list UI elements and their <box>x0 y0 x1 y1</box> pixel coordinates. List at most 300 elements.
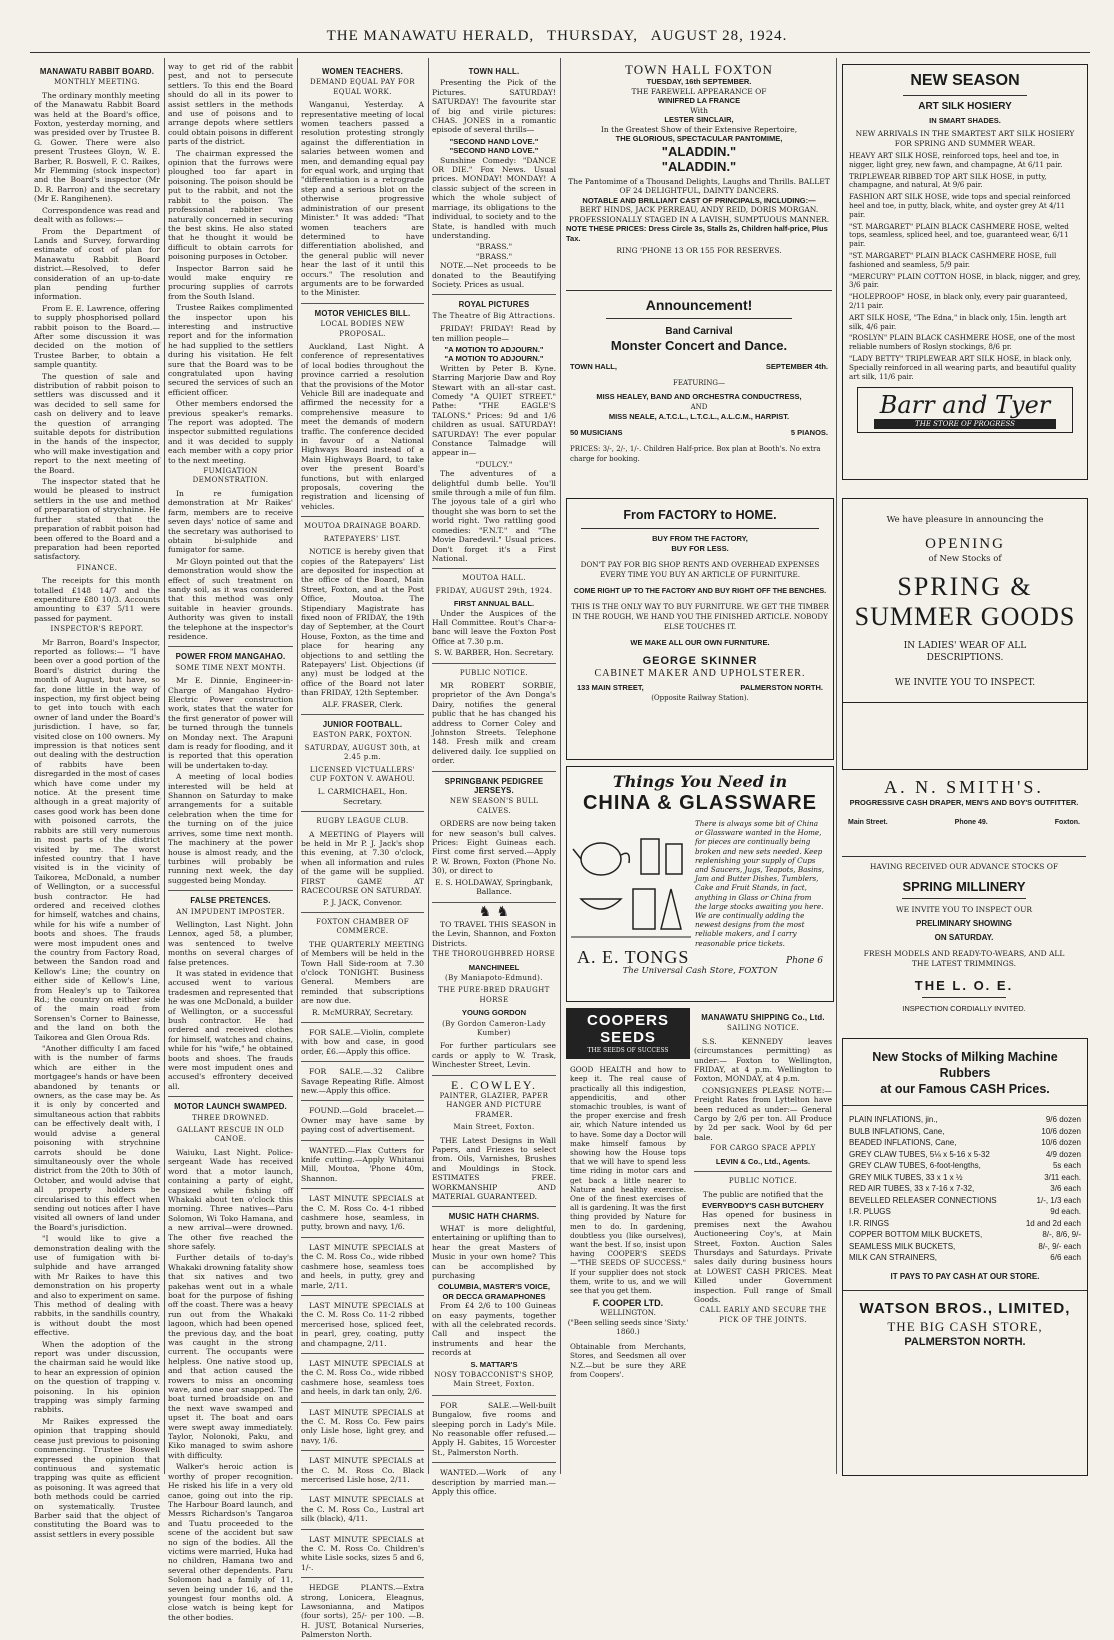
ad-body <box>567 815 833 952</box>
divider <box>432 1206 556 1207</box>
divider <box>301 1295 424 1296</box>
item-price: 4/9 dozen <box>1045 1149 1081 1159</box>
ad-business-row <box>567 946 833 967</box>
article-paragraph: Correspondence was read and dealt with as follows:— <box>34 205 160 225</box>
ad-business-name: A. E. TONGS <box>577 946 690 967</box>
notice-text: WHAT is more delightful, entertaining or uplifting than to hear the great Masters of Music in your own home? This can be accomplished by purchasing <box>432 1223 556 1280</box>
hosiery-item: "ST. MARGARET" PLAIN BLACK CASHMERE HOSE, full fashioned and seamless, 5/9 pair. <box>849 250 1057 269</box>
notice-signature: P. J. JACK, Convenor. <box>322 897 403 907</box>
ad-line: BUY FOR LESS. <box>671 544 729 553</box>
divider <box>843 702 1087 703</box>
divider <box>301 1529 424 1530</box>
ad-line: PROFESSIONALLY STAGED IN A LAVISH, SUMPTUOUS MANNER. <box>568 214 830 224</box>
ad-address: Main Street. <box>848 819 888 826</box>
notice-text: Presenting the Pick of the Pictures. SATURDAY! SATURDAY! The favourite star of big and virile pictures: CHAS. JONES in a romantic episode of several thrills— <box>432 78 556 135</box>
divider <box>301 1061 424 1062</box>
ad-line: WINIFRED LA FRANCE <box>657 96 741 105</box>
divider <box>301 516 424 517</box>
ad-smiths-opening <box>842 498 1088 770</box>
ad-george-skinner <box>566 498 834 760</box>
article-paragraph: way to get rid of the rabbit pest, and not to persecute settlers. To this end the Board should do all in its power to assist settlers in the methods and use of poisons and to arrange depots where settlers could obtain poisons in different parts of the district. <box>168 62 293 147</box>
divider <box>168 646 293 647</box>
price-row <box>843 1218 1087 1230</box>
hosiery-list <box>843 152 1087 381</box>
ad-line: TUESDAY, 16th SEPTEMBER. <box>646 77 752 86</box>
item-name: GREY MILK TUBES, 33 x 1 x ½ <box>849 1172 963 1182</box>
classified-ad: LAST MINUTE SPECIALS at the C. M. Ross Co. Children's white Lisle socks, sizes 5 and 6, 1/-. <box>301 1534 424 1572</box>
classified-ad: LAST MINUTE SPECIALS at the C. M. Ross Co. Few pairs only Lisle hose, light grey, and navy, 1/6. <box>301 1407 424 1445</box>
notice-subheading: RATEPAYERS' LIST. <box>323 534 402 543</box>
ad-line: ON SATURDAY. <box>934 933 994 942</box>
classified-ad: LAST MINUTE SPECIALS at the C. M. Ross Co. Black mercerised Lisle hose, 2/11. <box>301 1456 424 1484</box>
article-paragraph: "I would like to give a demonstration dealing with the use of fumigation with bi-sulphide and have arranged with Mr Raikes to have this demonstration on his property and also to experiment on same. This method of dealing with rabbits, in the sandhills country, is without doubt the most effective. <box>34 1234 160 1338</box>
hosiery-item: "LADY BETTY" TRIPLEWEAR ART SILK HOSE, in black only, Specially reinforced in all wearing parts, and beautiful quality art silk, 11/6 pair. <box>849 353 1077 381</box>
hosiery-item: "HOLEPROOF" HOSE, in black only, every pair guaranteed, 2/11 pair. <box>849 292 1068 310</box>
ad-address-row <box>848 818 1080 828</box>
article-subheading: GALLANT RESCUE IN OLD CANOE. <box>176 1126 285 1144</box>
notice-text: The adventures of a delightful dumb belle. You'll smile through a mile of fun film. The joyous tale of a girl who thought she was born to set the world right. Two rattling good comedies: "F.N.T." and "The Movie Daredevil." Usual prices. Don't forget it's a First National. <box>432 469 556 563</box>
article-heading: MOTOR LAUNCH SWAMPED. <box>174 1102 287 1112</box>
classified-ad: LAST MINUTE SPECIALS at the C. M. Ross Co. 11-2 ribbed mercerised hose, spliced feet, in pearl, grey, coating, putty and champagne, 2/11. <box>301 1300 424 1348</box>
divider <box>301 1489 424 1490</box>
ad-line: LESTER SINCLAIR, <box>664 115 734 124</box>
notice-subheading: CALL EARLY AND SECURE THE PICK OF THE JOINTS. <box>699 1306 827 1324</box>
ad-heading: Things You Need in <box>612 772 788 791</box>
column-divider <box>428 58 429 1474</box>
ad-musicians-row <box>570 428 828 438</box>
column-news <box>168 62 293 1622</box>
ad-heading: Announcement! <box>645 297 753 313</box>
ad-title: Monster Concert and Dance. <box>610 338 788 353</box>
article-heading: MOTOR VEHICLES BILL. <box>314 308 411 318</box>
notice-subheading: FIRST ANNUAL BALL. <box>453 599 535 609</box>
masthead-date: AUGUST 28, 1924. <box>650 28 788 44</box>
ad-logo-text: SEEDS <box>600 1029 656 1046</box>
ad-line: DON'T PAY FOR BIG SHOP RENTS AND OVERHEAD EXPENSES EVERY TIME YOU BUY AN ARTICLE OF FURNITURE. <box>580 560 820 579</box>
divider <box>606 318 792 319</box>
article-paragraph: It was stated in evidence that accused went to various tradesmen and represented that he was one McDonald, a builder of Wellington, or a successful bush contractor. He had ordered and received clothes for himself, watches and chains, while for his "wife," he obtained boots and shoes. The frauds were most impudent ones and accused's effrontery deceived all. <box>168 968 293 1091</box>
divider <box>432 771 556 772</box>
notice-signature: L. CARMICHAEL, Hon. Secretary. <box>317 787 408 806</box>
divider <box>301 1237 424 1238</box>
article-paragraph: Mr E. Dinnie, Engineer-in-Charge of Mangahao Hydro-Electric Power construction work, states that the water for the first generator of power will be turned through the tunnels on Monday next. The Arapuni dam is ready for flooding, and it is reported that this operation will be undertaken to-day. <box>168 676 293 770</box>
classified-ad: LAST MINUTE SPECIALS at the C. M. Ross Co., Lustral art silk (black), 4/11. <box>301 1495 424 1524</box>
business-name: S. MATTAR'S <box>470 1359 518 1369</box>
ad-coopers-seeds <box>566 1008 690 1474</box>
notice-text: NOTICE is hereby given that copies of the Ratepayers' List are deposited for inspection at the office of the Board, Main Street, Foxton, and at the Post Office, Moutoa. The Stipendiary Magistrate has fixed noon of FRIDAY, the 19th day of September, at the Court House, Foxton, as the time and place for hearing any objections to and settling the Ratepayers' List. Objections (if any) must be lodged at the office of the Board not later than FRIDAY, 12th September. <box>301 547 424 698</box>
price-row <box>843 1195 1087 1207</box>
horse-name: YOUNG GORDON <box>461 1008 527 1018</box>
ad-line: WE MAKE ALL OUR OWN FURNITURE. <box>630 638 770 647</box>
notice-subheading: EASTON PARK, FOXTON. <box>312 731 413 740</box>
article-paragraph: Further details of to-day's Whakaki drowning fatality show that six natives and two pakehas went out in a whale boat for the purpose of fishing off the coast. There was a heavy run out from the Whakaki lagoon, which had been opened the previous day, and the boat was caught in the strong current. The occupants were helpless. One native stood up, and that action caused the rowers to miss an oncoming wave, and one oar snapped. The boat turned broadside on and the next wave swamped and upset it. The boat and oars were swept away immediately. Taylor, Nolonoki, Paku, and Kiko managed to swim ashore with difficulty. <box>168 1253 293 1460</box>
divider <box>432 568 556 569</box>
ad-line: NOTE THESE PRICES: Dress Circle 3s, Stalls 2s, Children half-price, Plus Tax. <box>566 224 828 243</box>
price-row <box>843 1252 1087 1264</box>
ad-date: SEPTEMBER 4th. <box>765 362 828 371</box>
price-row <box>843 1206 1087 1218</box>
notice-text: THE QUARTERLY MEETING of Members will be held in the Town Hall Side-room at 7.30 o'clock TONIGHT. Business General. Members are reminded that subscriptions are now due. <box>301 939 424 1006</box>
ad-line: AND <box>690 403 708 411</box>
ad-line: ("Been selling seeds since 'Sixty.' 1860.) <box>567 1317 689 1336</box>
article-subheading: THREE DROWNED. <box>192 1113 269 1122</box>
masthead <box>0 28 1114 45</box>
article-paragraph: In re fumigation demonstration at Mr Raikes' farm, members are to receive seven days' notice of same and the secretary was authorised to obtain bi-sulphide and fumigator for same. <box>168 488 293 555</box>
ad-line: THE BIG CASH STORE, <box>887 1318 1043 1334</box>
ad-business-name: THE L. O. E. <box>914 978 1014 993</box>
film-title: "A MOTION TO ADJOURN." <box>444 344 544 354</box>
ad-logo-tagline: THE SEEDS OF SUCCESS <box>587 1047 669 1054</box>
business-name: E. COWLEY. <box>450 1077 538 1092</box>
notice-signature: E. S. HOLDAWAY, Springbank, Ballance. <box>435 877 553 897</box>
column-divider <box>164 58 165 1474</box>
ad-line: WE INVITE YOU TO INSPECT OUR <box>895 905 1033 914</box>
ad-line: (Opposite Railway Station). <box>651 694 749 702</box>
masthead-paper: THE MANAWATU HERALD, <box>326 28 535 44</box>
article-paragraph: The ordinary monthly meeting of the Manawatu Rabbit Board was held at the Board's office, Foxton, yesterday morning, and was presided over by Trustee B. G. Gower. There were also present Trustees Gloyn, W. E. Barber, R. Boswell, F. C. Raikes, Mr Flemming (stock inspector) and the Board's inspector (Mr D. R. Barron) and the secretary (Mr E. Rangihenen). <box>34 90 160 204</box>
ad-heading: SPRING MILLINERY <box>902 879 1026 894</box>
price-list <box>843 1114 1087 1264</box>
ad-line: HAVING RECEIVED OUR ADVANCE STOCKS OF <box>869 862 1059 871</box>
ad-musicians: 50 MUSICIANS <box>570 428 623 437</box>
ad-venue-row <box>570 362 828 372</box>
item-price: 8/-, 9/- each <box>1038 1241 1081 1251</box>
notice-text: ORDERS are now being taken for new season's bull calves. Prices: Eight Guineas each. First come first served.—Apply P. W. Brown, Foxton (Phone No. 30), or direct to <box>432 819 556 876</box>
classified-ad: FOUND.—Gold bracelet.—Owner may have same by paying cost of advertisement. <box>301 1106 424 1135</box>
item-price: 10/6 dozen <box>1041 1138 1081 1147</box>
item-price: 3/11 each. <box>1044 1172 1081 1182</box>
hosiery-item: ART SILK HOSE, "The Edna," in black only, 15in. length art silk, 4/6 pair. <box>849 312 1067 331</box>
divider <box>432 1395 556 1396</box>
divider <box>432 902 556 903</box>
item-price: 6/6 each <box>1050 1253 1081 1262</box>
divider <box>842 856 1086 857</box>
item-name: I.R. RINGS <box>849 1218 890 1228</box>
notice-heading: JUNIOR FOOTBALL. <box>322 720 403 729</box>
ad-smiths-draper <box>842 776 1086 852</box>
notice-heading: MUSIC HATH CHARMS. <box>448 1212 540 1222</box>
film-title: "BRASS." <box>475 242 513 252</box>
notice-subheading: NOSY TOBACCONIST'S SHOP, Main Street, Foxton. <box>434 1370 554 1389</box>
ad-line: Obtainable from Merchants, Stores, and Seedsmen all over N.Z.—but be sure they ARE from Coopers'. <box>570 1342 686 1379</box>
article-paragraph: Trustee Raikes complimented the inspector upon his interesting and instructive report and for the information he had supplied to the settlers during his visitation. He felt sure that the Board was to be congratulated upon having secured the services of such an efficient officer. <box>168 303 293 397</box>
ad-logo-text: Barr and Tyer <box>879 391 1051 420</box>
ad-line: PALMERSTON NORTH. <box>904 1335 1026 1348</box>
item-price: 1/-, 1/3 each <box>1036 1195 1081 1205</box>
ad-address: 133 MAIN STREET, <box>577 683 644 692</box>
notice-subheading: NEW SEASON'S BULL CALVES. <box>449 797 539 815</box>
notice-text: MR ROBERT SORBIE, proprietor of the Avn Donga's Dairy, notifies the general public that he has changed his address to Corner Coley and Johnston Streets. Telephone 148. Fresh milk and cream delivered daily. Ice supplied on order. <box>432 680 556 766</box>
article-paragraph: The chairman expressed the opinion that the furrows were ploughed too far apart in poisoning. The poison should be put to the rabbit, and not the rabbit to the poison. The professional rabbiter was naturally concerned in securing the best skins. He also stated that he thought it would be difficult to obtain carrots for poisoning purposes in October. <box>168 148 293 262</box>
price-row <box>843 1183 1087 1195</box>
notice-heading: MOUTOA DRAINAGE BOARD. <box>303 522 422 531</box>
divider <box>301 714 424 715</box>
ad-line: FEATURING— <box>673 379 725 387</box>
ad-line: PROGRESSIVE CASH DRAPER, MEN'S AND BOY'S OUTFITTER. <box>849 798 1079 807</box>
barr-tyer-logo <box>857 387 1073 433</box>
notice-subheading: THE THOROUGHBRED HORSE <box>432 950 556 959</box>
divider <box>301 1022 424 1023</box>
ad-title: CHINA & GLASSWARE <box>582 792 818 814</box>
divider <box>432 1462 556 1463</box>
divider <box>903 95 1027 96</box>
divider <box>301 1353 424 1354</box>
notice-subheading: (By Gordon Cameron-Lady Kumber) <box>442 1019 546 1037</box>
notice-text: Sunshine Comedy: "DANCE OR DIE." Fox News. Usual prices. MONDAY! MONDAY! A classic subject of the screen in which the whole subject of marriage, its obligations to the individual, to society and to the State, is handled with much understanding. <box>432 155 556 240</box>
ad-band-carnival <box>566 296 832 492</box>
notice-heading: PUBLIC NOTICE. <box>728 1177 798 1186</box>
divider <box>301 912 424 913</box>
ad-line: IT PAYS TO PAY CASH AT OUR STORE. <box>890 1271 1040 1281</box>
ad-line: FRESH MODELS AND READY-TO-WEARS, AND ALL THE LATEST TRIMMINGS. <box>863 949 1065 968</box>
ad-milking-machine-rubbers <box>842 1038 1088 1476</box>
ad-line: In the Greatest Show of their Extensive Repertoire, <box>600 124 798 134</box>
notice-business-name: EVERYBODY'S CASH BUTCHERY <box>702 1200 824 1210</box>
column-divider <box>560 58 561 1474</box>
film-title: "SECOND HAND LOVE." <box>449 146 539 156</box>
ad-heading: OPENING <box>925 536 1005 552</box>
price-row <box>843 1137 1087 1149</box>
article-paragraph: From E. E. Lawrence, offering to supply phosphorised pollard rabbit poison to the Board.—After some discussion it was decided on the motion of Trustee Barber, to obtain a sample quantity. <box>34 303 160 370</box>
notice-subheading: (By Maniapoto-Edmund). <box>445 973 543 982</box>
ad-title: "ALADDIN." <box>661 158 737 174</box>
ad-line: BERT HINDS, JACK PERREAU, ANDY REID, DORIS MORGAN. <box>579 205 819 214</box>
ad-heading: From FACTORY to HOME. <box>623 508 777 522</box>
article-paragraph: The question of sale and distribution of rabbit poison to settlers was discussed and it was decided to sell same for cash on delivery and to leave the question of arranging suitable depots for distribution in the hands of the inspector, who will make investigation and report to the next meeting of the Board. <box>34 371 160 475</box>
masthead-rule <box>30 52 1090 53</box>
notice-heading: ROYAL PICTURES <box>458 300 530 310</box>
ad-line: IN LADIES' WEAR OF ALL DESCRIPTIONS. <box>903 641 1027 663</box>
notice-signature: ALF. FRASER, Clerk. <box>322 699 403 709</box>
item-price: 9/6 dozen <box>1045 1115 1081 1124</box>
column-entertainment <box>432 62 556 1497</box>
notice-subheading: SAILING NOTICE. <box>727 1024 799 1033</box>
item-name: PLAIN INFLATIONS, jin., <box>849 1115 938 1124</box>
price-row <box>843 1241 1087 1253</box>
notice-signature: S. W. BARBER, Hon. Secretary. <box>434 648 554 658</box>
notice-subheading: The Theatre of Big Attractions. <box>432 311 556 320</box>
ad-line: Band Carnival <box>665 326 733 337</box>
item-name: COPPER BOTTOM MILK BUCKETS, <box>849 1230 983 1239</box>
notice-text: S.S. KENNEDY leaves (circumstances permitting) as under:— Foxton to Wellington, FRIDAY, at 4 p.m. Wellington to Foxton, MONDAY, at 4 p.m. <box>694 1036 832 1084</box>
notice-text: A MEETING of Players will be held in Mr P. J. Jack's shop this evening, at 7.30 o'clock, when all information and rules of the game will be supplied. FIRST GAME AT RACECOURSE ON SATURDAY. <box>301 829 424 896</box>
classified-ad: FOR SALE.—.32 Calibre Savage Repeating Rifle. Almost new.—Apply this office. <box>301 1067 424 1095</box>
section-heading: FUMIGATION DEMONSTRATION. <box>192 467 269 485</box>
horse-illustration: ♞ ♞ <box>478 903 510 920</box>
price-row <box>843 1172 1087 1184</box>
ad-title: SUMMER GOODS <box>854 602 1076 631</box>
masthead-day: THURSDAY, <box>546 28 639 44</box>
ad-logo-text: COOPERS <box>586 1012 669 1029</box>
ad-line: GOOD HEALTH and how to keep it. The real cause of practically all this indigestion, appendicitis, and other stomachic troubles, is want of the proper exercise and fresh air, which Nature intended us to have. Some day a Doctor will make himself famous by showing how the House tops that we will have to spend less time riding in motor cars and get back a little nearer to Nature and healthy exercise. One of the finest exercises of all is gardening. It was the first thing provided by Nature for men to do. In gardening, doubtless you (like ourselves), want the best. If so, insist upon having COOPER'S SEEDS—"THE SEEDS OF SUCCESS." If your supplier does not stock them, write to us, and we will see that you get them. <box>570 1065 686 1296</box>
ad-heading: Rubbers <box>939 1066 991 1080</box>
article-paragraph: Waiuku, Last Night. Police-sergeant Wade has received word that a motor launch, containing a party of eight, capsized while fishing off Whakaki about ten o'clock this morning. Three natives—Paru Solomon, Wi Toko Hamana, and a new arrival—were drowned. The other five reached the shore safely. <box>168 1147 293 1251</box>
notice-heading: MANAWATU SHIPPING Co., Ltd. <box>701 1013 825 1022</box>
divider <box>301 811 424 812</box>
classified-ad: LAST MINUTE SPECIALS at the C. M. Ross Co., wide ribbed cashmere hose, seamless toes and heels, in putty, grey and marle, 2/11. <box>301 1242 424 1290</box>
item-price: 9d each. <box>1050 1207 1081 1216</box>
article-subheading: SOME TIME NEXT MONTH. <box>175 663 286 672</box>
ad-title: SPRING & <box>897 572 1033 601</box>
ad-line: ART SILK HOSIERY <box>918 101 1012 112</box>
divider <box>694 1171 832 1172</box>
hosiery-item: "MERCURY" PLAIN COTTON HOSE, in black, nigger, and grey, 3/6 pair. <box>849 271 1081 290</box>
ad-line: MISS NEALE, A.T.C.L., L.T.C.L., A.L.C.M., HARPIST. <box>608 412 790 421</box>
notice-text: NOTE.—Net proceeds to be donated to the Beautifying Society. Prices as usual. <box>432 261 556 289</box>
hosiery-item: HEAVY ART SILK HOSE, reinforced tops, heel and toe, in nigger, light grey, new fawn, and champagne, At 6/11 pair. <box>849 151 1063 169</box>
column-shipping <box>694 1008 832 1474</box>
ad-line: The Pantomime of a Thousand Delights, Laughs and Thrills. BALLET OF 24 DELIGHTFUL, DAINTY DANCERS. <box>568 176 830 195</box>
notice-subheading: LICENSED VICTUALLERS' CUP FOXTON V. AWAHOU. <box>309 765 416 784</box>
ad-business-name: WATSON BROS., LIMITED, <box>859 1299 1071 1317</box>
article-paragraph: "Another difficulty I am faced with is the number of farms which are either in the mortgagee's hands or have been abandoned by tenants or owners, as the case may be. As it is only by concerted and simultaneous action that rabbits can be effectively dealt with, I would advise a general poisoning with strychnine carrots should be done simultaneously over the whole district from the 20th to 30th of October, and would advise that all property holders be circularised to this effect when sending out notices after I have visited all owners of land under the Board's jurisdiction. <box>34 1044 160 1232</box>
notice-subheading: Main Street, Foxton. <box>453 1123 535 1132</box>
item-price: 1d and 2d each <box>1025 1218 1081 1228</box>
section-heading: INSPECTOR'S REPORT. <box>50 625 144 634</box>
item-name: BEVELLED RELEASER CONNECTIONS <box>849 1195 997 1205</box>
divider <box>301 1100 424 1101</box>
item-name: GREY CLAW TUBES, 5⅛ x 5-16 x 5-32 <box>849 1149 990 1159</box>
price-row <box>843 1126 1087 1138</box>
notice-heading: TOWN HALL. <box>468 67 520 76</box>
ad-pianos: 5 PIANOS. <box>790 428 828 437</box>
divider <box>843 1105 1087 1106</box>
item-name: MILK CAN STRAINERS, <box>849 1253 938 1262</box>
divider <box>566 290 832 291</box>
item-name: I.R. PLUGS <box>849 1207 891 1216</box>
classified-ad: FOR SALE.—Violin, complete with bow and case, in good order, £6.—Apply this office. <box>301 1027 424 1056</box>
article-paragraph: Mr Raikes expressed the opinion that trapping should cease just previous to poisoning commencing. Trustee Boswell expressed the opinion that continuous and systematic trapping was quite as efficient as poisoning. It was agreed that both methods could be carried on systematically. Trustee Barber said that the object of constituting the Board was to assist settlers in every possible <box>34 1416 160 1539</box>
article-subheading: MONTHLY MEETING. <box>54 78 140 87</box>
ad-town-hall-pantomime <box>566 62 832 284</box>
notice-text: Under the Auspices of the Hall Committee. Rout's Char-a-banc will leave the Foxton Post Office at 7.30 p.m. <box>432 608 556 646</box>
teapot-glassware-illustration <box>571 819 691 944</box>
ad-logo-tagline: THE STORE OF PROGRESS <box>874 419 1056 429</box>
divider <box>301 1577 424 1578</box>
ad-heading: at our Famous CASH Prices. <box>880 1082 1050 1096</box>
ad-china-glassware <box>566 766 834 1002</box>
ad-line: NOTABLE AND BRILLIANT CAST OF PRINCIPALS, INCLUDING:— <box>582 195 816 205</box>
notice-heading: SPRINGBANK PEDIGREE JERSEYS. <box>444 776 544 796</box>
item-name: BULB INFLATIONS, Cane, <box>849 1126 945 1136</box>
classified-ad: FOR SALE.—Well-built Bungalow, five rooms and sleeping porch in Lady's Mile. No reasonable offer refused.—Apply H. Gabites, 15 Worcester St., Palmerston North. <box>432 1400 556 1457</box>
article-subheading: DEMAND EQUAL PAY FOR EQUAL WORK. <box>310 78 415 96</box>
notice-signature: R. McMURRAY, Secretary. <box>311 1007 414 1017</box>
ad-line: IN SMART SHADES. <box>929 116 1001 125</box>
ad-line: The Universal Cash Store, FOXTON <box>622 965 778 976</box>
item-name: BEADED INFLATIONS, Cane, <box>849 1138 957 1147</box>
item-price: 3/6 each <box>1050 1184 1081 1193</box>
price-row <box>843 1114 1087 1126</box>
film-title: "SECOND HAND LOVE." <box>449 136 539 146</box>
article-paragraph: Wellington, Last Night. John Lennox, aged 58, a plumber, was sentenced to twelve months on several charges of false pretences. <box>168 919 293 967</box>
article-heading: FALSE PRETENCES. <box>190 896 271 906</box>
ad-address-row <box>577 683 823 693</box>
hosiery-item: "ROSLYN" PLAIN BLACK CASHMERE HOSE, one of the most reliable numbers of Roslyn stockings, 8/6 pr. <box>849 333 1075 352</box>
ad-city: Foxton. <box>1054 819 1080 826</box>
notice-heading: PUBLIC NOTICE. <box>459 668 529 677</box>
classified-ad: LAST MINUTE SPECIALS at the C. M. Ross Co., wide ribbed cashmere hose, seamless toes and heels, in dark tan only, 2/6. <box>301 1358 424 1397</box>
notice-text: CONSIGNEES PLEASE NOTE:— Freight Rates from Lyttelton have been reduced as under:— General Cargo by 2/6 per ton. All Produce by 2d per sack. Wool by 6d per bale. <box>694 1085 832 1142</box>
ad-heading: New Stocks of Milking Machine <box>872 1050 1058 1064</box>
divider <box>581 528 819 529</box>
article-paragraph: Inspector Barron said he would make enquiry re procuring supplies of carrots from the South Island. <box>168 263 293 301</box>
ad-line: MISS HEALEY, BAND AND ORCHESTRA CONDUCTRESS, <box>596 392 802 401</box>
ad-business-name: F. COOPER LTD. <box>592 1298 664 1309</box>
price-row <box>843 1149 1087 1161</box>
divider <box>301 1450 424 1451</box>
notice-text: FRIDAY! FRIDAY! Read by ten million people— <box>432 324 556 343</box>
article-heading: MANAWATU RABBIT BOARD. <box>39 67 155 76</box>
article-paragraph: Mr Gloyn pointed out that the demonstration would show the effect of such treatment on sandy soil, as it was considered that this method was only suitable in heavier grounds. Authority was given to install the telephone at the inspector's residence. <box>168 556 293 641</box>
notice-agent: LEVIN & Co., Ltd., Agents. <box>715 1156 811 1166</box>
notice-text: The public are notified that the <box>702 1189 824 1199</box>
ad-line: PRICES: 3/-, 2/-, 1/-. Children Half-price. Box plan at Booth's. No extra charge for booking. <box>570 445 821 463</box>
coopers-logo <box>566 1008 690 1059</box>
article-paragraph: Auckland, Last Night. A conference of representatives of local bodies throughout the province carried a resolution that the provisions of the Motor Vehicle Bill are inadequate and affirmed the necessity for a comprehensive measure to meet the demands of modern traffic. The conference decided in favour of a National Highways Board instead of a Main Highways Board, to take over the present Board's functions, but with enlarged proposals, covering the registration and licensing of vehicles. <box>301 341 424 511</box>
notice-subheading: COLUMBIA, MASTER'S VOICE, OR DECCA GRAMAPHONES <box>438 1282 550 1301</box>
ad-business-name: A. N. SMITH'S. <box>884 777 1044 797</box>
divider <box>432 663 556 664</box>
notice-subheading: THE PURE-BRED DRAUGHT HORSE <box>438 986 550 1004</box>
article-heading: POWER FROM MANGAHAO. <box>175 652 286 662</box>
ad-line: WE INVITE YOU TO INSPECT. <box>894 678 1036 688</box>
ad-line: With <box>690 105 708 115</box>
notice-text: Written by Peter B. Kyne. Starring Marjorie Daw and Roy Stewart with an all-star cast. Comedy "A QUIET STREET." Pathe: "THE EAGLE'S TALONS." Prices: 9d and 1/6 children as usual. SATURDAY! SATURDAY! The ever popular Constance Talmadge will appear in— <box>432 363 556 458</box>
article-heading: WOMEN TEACHERS. <box>322 67 403 76</box>
horse-name: MANCHINEEL <box>468 962 520 972</box>
article-paragraph: A meeting of local bodies interested will be held at Shannon on Saturday to make arrangements for a suitable celebration when the time for the turning on of the juice arrives, some time next month. The machinery at the power house is almost ready, and the turbines will probably be running next week, the day suggested being Monday. <box>168 772 293 885</box>
notice-heading: RUGBY LEAGUE CLUB. <box>316 817 409 826</box>
ad-venue: TOWN HALL, <box>570 362 617 371</box>
notice-subheading: SATURDAY, AUGUST 30th, at 2.45 p.m. <box>304 743 421 762</box>
ad-line: NEW ARRIVALS IN THE SMARTEST ART SILK HOSIERY FOR SPRING AND SUMMER WEAR. <box>855 129 1075 148</box>
notice-subheading: PAINTER, GLAZIER, PAPER HANGER AND PICTURE FRAMER. <box>439 1092 549 1119</box>
film-title: "A MOTION TO ADJOURN." <box>444 354 544 364</box>
ad-line: COME RIGHT UP TO THE FACTORY AND BUY RIGHT OFF THE BENCHES. <box>573 586 827 595</box>
item-price: 8/-, 8/6, 9/- <box>1042 1230 1081 1239</box>
divider <box>922 997 1006 998</box>
ad-heading: TOWN HALL FOXTON <box>625 62 773 77</box>
ad-line: CABINET MAKER AND UPHOLSTERER. <box>594 668 806 679</box>
divider <box>843 1290 1087 1291</box>
column-notices <box>301 62 424 1640</box>
ad-phone: Phone 49. <box>954 819 988 826</box>
classified-ad: HEDGE PLANTS.—Extra strong, Lonicera, Eleagnus, Lawsonianna, and Matipos (four sorts), 25/- per 100. —B. H. JUST, Botanical Nurseries, Palmerston North. <box>301 1583 424 1640</box>
article-subheading: AN IMPUDENT IMPOSTER. <box>176 907 285 916</box>
divider <box>902 898 1026 899</box>
classified-ad: WANTED.—Flax Cutters for knife cutting.—Apply Whitanui Mill, Moutoa, 'Phone 40m, Shannon. <box>301 1145 424 1183</box>
film-title: "DULCY." <box>475 459 513 469</box>
article-paragraph: When the adoption of the report was under discussion, the chairman said he would like to hear an expression of opinion on the question of trapping v. poisoning. In his opinion trapping was simply farming rabbits. <box>34 1339 160 1415</box>
ad-line: THE FAREWELL APPEARANCE OF <box>631 86 767 96</box>
hosiery-item: TRIPLEWEAR RIBBED TOP ART SILK HOSE, in putty, champagne, and natural, At 9/6 pair. <box>849 171 1047 190</box>
notice-text: THE Latest Designs in Wall Papers, and Friezes to select from. Oils, Varnishes, Brushes and Mouldings in Stock. ESTIMATES FREE. WORKMANSHIP AND MATERIAL GUARANTEED. <box>432 1135 556 1202</box>
section-heading: FINANCE. <box>76 563 118 572</box>
article-subheading: LOCAL BODIES NEW PROPOSAL. <box>320 320 405 338</box>
divider <box>168 1096 293 1097</box>
divider <box>301 1140 424 1141</box>
hosiery-item: FASHION ART SILK HOSE, wide tops and special reinforced heel and toe, in putty, black, white, and oyster grey At 4/11 pair. <box>849 192 1071 219</box>
ad-line: PRELIMINARY SHOWING <box>915 919 1012 928</box>
item-price: 10/6 dozen <box>1041 1126 1081 1136</box>
classified-ad: WANTED.—Work of any description by married man.—Apply this office. <box>432 1468 556 1497</box>
ad-title: "ALADDIN." <box>661 143 737 159</box>
ad-city: PALMERSTON NORTH. <box>740 683 823 692</box>
ad-line: of New Stocks of <box>928 554 1002 564</box>
notice-heading: MOUTOA HALL. <box>462 574 526 583</box>
notice-subheading: FRIDAY, AUGUST 29th, 1924. <box>435 586 553 595</box>
